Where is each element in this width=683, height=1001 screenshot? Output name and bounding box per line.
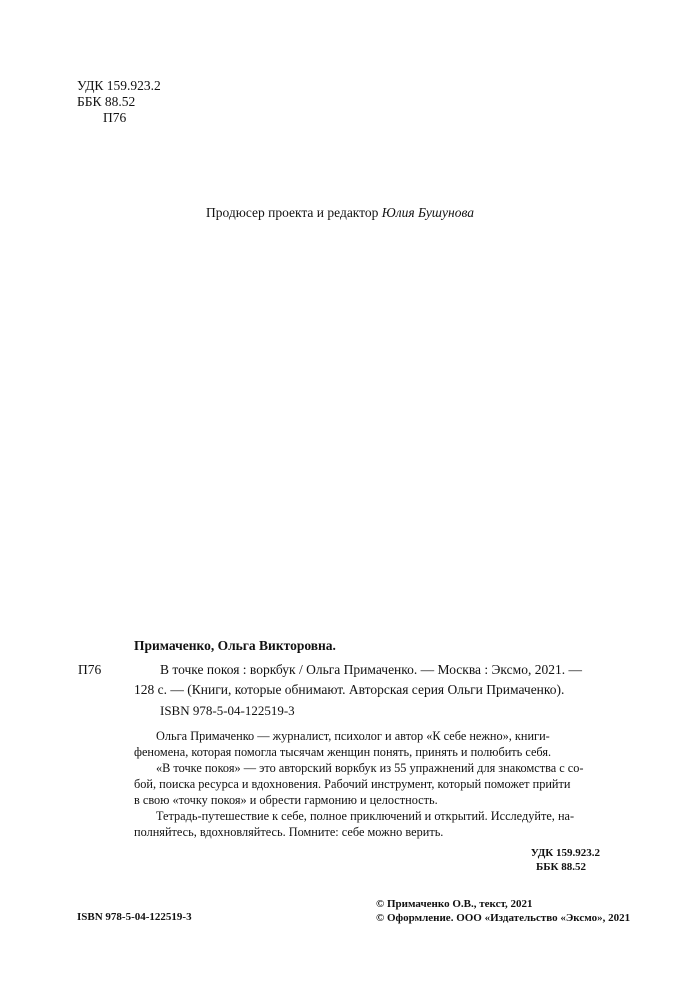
footer-isbn: ISBN 978-5-04-122519-3 xyxy=(77,911,192,923)
producer-credit xyxy=(206,205,474,221)
udk-code-bottom: УДК 159.923.2 xyxy=(530,847,600,859)
udk-code: УДК 159.923.2 xyxy=(77,78,161,93)
annotation-line-6: Тетрадь-путешествие к себе, полное приключений и открытий. Исследуйте, на- xyxy=(156,809,575,823)
copyright-design: © Оформление. ООО «Издательство «Эксмо», 2021 xyxy=(376,912,631,924)
annotation-line-1: Ольга Примаченко — журналист, психолог и автор «К себе нежно», книги- xyxy=(156,729,550,743)
annotation-line-3: «В точке покоя» — это авторский воркбук из 55 упражнений для знакомства с со- xyxy=(156,761,584,775)
annotation-line-4: бой, поиска ресурса и вдохновения. Рабочий инструмент, который поможет прийти xyxy=(134,777,571,791)
annotation-line-7: полняйтесь, вдохновляйтесь. Помните: себе можно верить. xyxy=(134,825,444,839)
bibliographic-code: П76 xyxy=(78,662,102,677)
bbk-code: ББК 88.52 xyxy=(77,94,136,109)
copyright-text: © Примаченко О.В., текст, 2021 xyxy=(376,898,533,910)
bibliographic-line-2: 128 с. — (Книги, которые обнимают. Авторская серия Ольги Примаченко). xyxy=(134,682,565,697)
annotation-line-2: феномена, которая помогла тысячам женщин понять, принять и полюбить себя. xyxy=(134,745,552,759)
annotation-line-5: в свою «точку покоя» и обрести гармонию и целостность. xyxy=(134,793,438,807)
producer-label: Продюсер проекта и редактор xyxy=(206,205,379,220)
producer-name: Юлия Бушунова xyxy=(381,205,474,220)
bibliographic-isbn: ISBN 978-5-04-122519-3 xyxy=(160,703,295,718)
bbk-code-bottom: ББК 88.52 xyxy=(535,861,586,873)
bibliographic-line-1: В точке покоя : воркбук / Ольга Примаченко. — Москва : Эксмо, 2021. — xyxy=(160,662,582,677)
author-code: П76 xyxy=(103,110,127,125)
bibliographic-author: Примаченко, Ольга Викторовна. xyxy=(134,638,336,653)
